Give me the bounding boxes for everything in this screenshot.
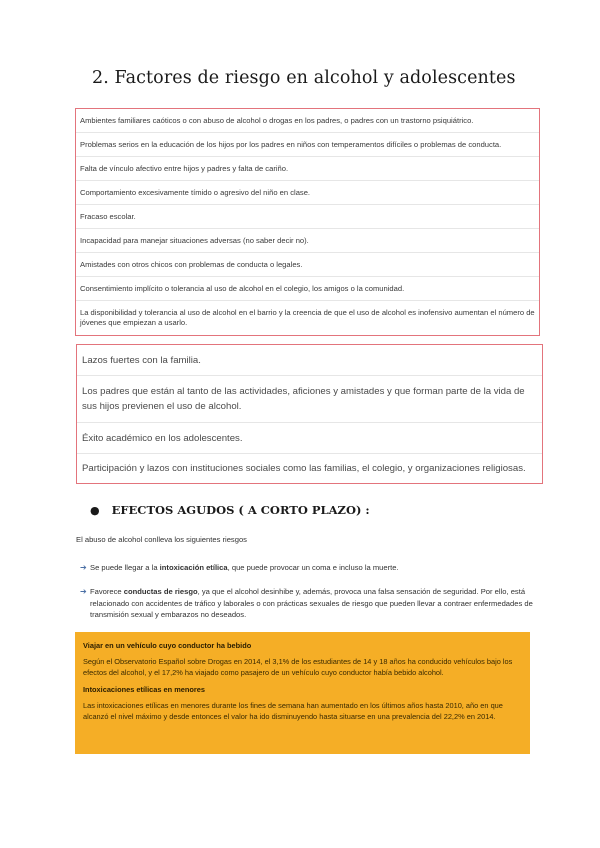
risk-bold: conductas de riesgo bbox=[123, 587, 198, 596]
risk-text: , ya que el alcohol desinhibe y, además, provoca una falsa sensación de seguridad. Por ello, está relacionado con accidentes de tráfico y laborales o con prácticas sexuales de riesgo que pueden llevar a contraer enfermedades de transmisión sexual y embarazos no deseados. bbox=[90, 587, 533, 619]
list-item bbox=[80, 586, 536, 621]
callout-title: Intoxicaciones etílicas en menores bbox=[83, 685, 205, 694]
table-row: Incapacidad para manejar situaciones adversas (no saber decir no). bbox=[76, 229, 539, 253]
table-row: Consentimiento implícito o tolerancia al uso de alcohol en el colegio, los amigos o la comunidad. bbox=[76, 277, 539, 301]
table-row: Amistades con otros chicos con problemas de conducta o legales. bbox=[76, 253, 539, 277]
risk-text: Favorece bbox=[90, 587, 124, 596]
table-row: Fracaso escolar. bbox=[76, 205, 539, 229]
risk-text: , que puede provocar un coma e incluso la muerte. bbox=[227, 563, 399, 572]
arrow-right-icon: ➔ bbox=[80, 563, 87, 572]
table-row: Ambientes familiares caóticos o con abuso de alcohol o drogas en los padres, o padres con un trastorno psiquiátrico. bbox=[76, 109, 539, 133]
table-row: Los padres que están al tanto de las actividades, aficiones y amistades y que forman parte de la vida de sus hijos previenen el uso de alcohol. bbox=[77, 376, 542, 423]
table-row: Lazos fuertes con la familia. bbox=[77, 345, 542, 376]
callout-title: Viajar en un vehículo cuyo conductor ha bebido bbox=[83, 641, 252, 650]
table-row: Éxito académico en los adolescentes. bbox=[77, 423, 542, 454]
stats-callout bbox=[75, 632, 530, 754]
protective-factors-table bbox=[76, 344, 543, 484]
effects-heading-text: EFECTOS AGUDOS ( A CORTO PLAZO) : bbox=[111, 503, 370, 517]
callout-text: Según el Observatorio Español sobre Drogas en 2014, el 3,1% de los estudiantes de 14 y 18 años ha conducido vehículos bajo los efectos del alcohol, y el 17,2% ha viajado como pasajero de un vehículo cuyo conductor había bebido alcohol. bbox=[83, 657, 513, 677]
bullet-icon: ● bbox=[90, 504, 100, 517]
table-row: Participación y lazos con instituciones sociales como las familias, el colegio, y organizaciones religiosas. bbox=[82, 463, 526, 474]
table-row: Comportamiento excesivamente tímido o agresivo del niño en clase. bbox=[76, 181, 539, 205]
table-row: Problemas serios en la educación de los hijos por los padres en niños con temperamentos difíciles o problemas de conducta. bbox=[76, 133, 539, 157]
list-item bbox=[80, 562, 535, 574]
table-row: La disponibilidad y tolerancia al uso de alcohol en el barrio y la creencia de que el uso de alcohol es inofensivo aumentan el número de jóvenes que empiezan a usarlo. bbox=[80, 308, 535, 327]
table-row: Falta de vínculo afectivo entre hijos y padres y falta de cariño. bbox=[76, 157, 539, 181]
risk-factors-table bbox=[75, 108, 540, 336]
risk-bold: intoxicación etílica bbox=[159, 563, 228, 572]
arrow-right-icon: ➔ bbox=[80, 587, 87, 596]
effects-heading bbox=[90, 503, 370, 517]
callout-text: Las intoxicaciones etílicas en menores durante los fines de semana han aumentado en los últimos años hasta 2010, año en que alcanzó el nivel máximo y desde entonces el valor ha ido disminuyendo hasta situarse en una prevalencia del 22,2% en 2014. bbox=[83, 701, 503, 721]
page-title: 2. Factores de riesgo en alcohol y adolescentes bbox=[92, 68, 516, 88]
risk-text: Se puede llegar a la bbox=[90, 563, 160, 572]
effects-intro: El abuso de alcohol conlleva los siguientes riesgos bbox=[76, 535, 247, 544]
